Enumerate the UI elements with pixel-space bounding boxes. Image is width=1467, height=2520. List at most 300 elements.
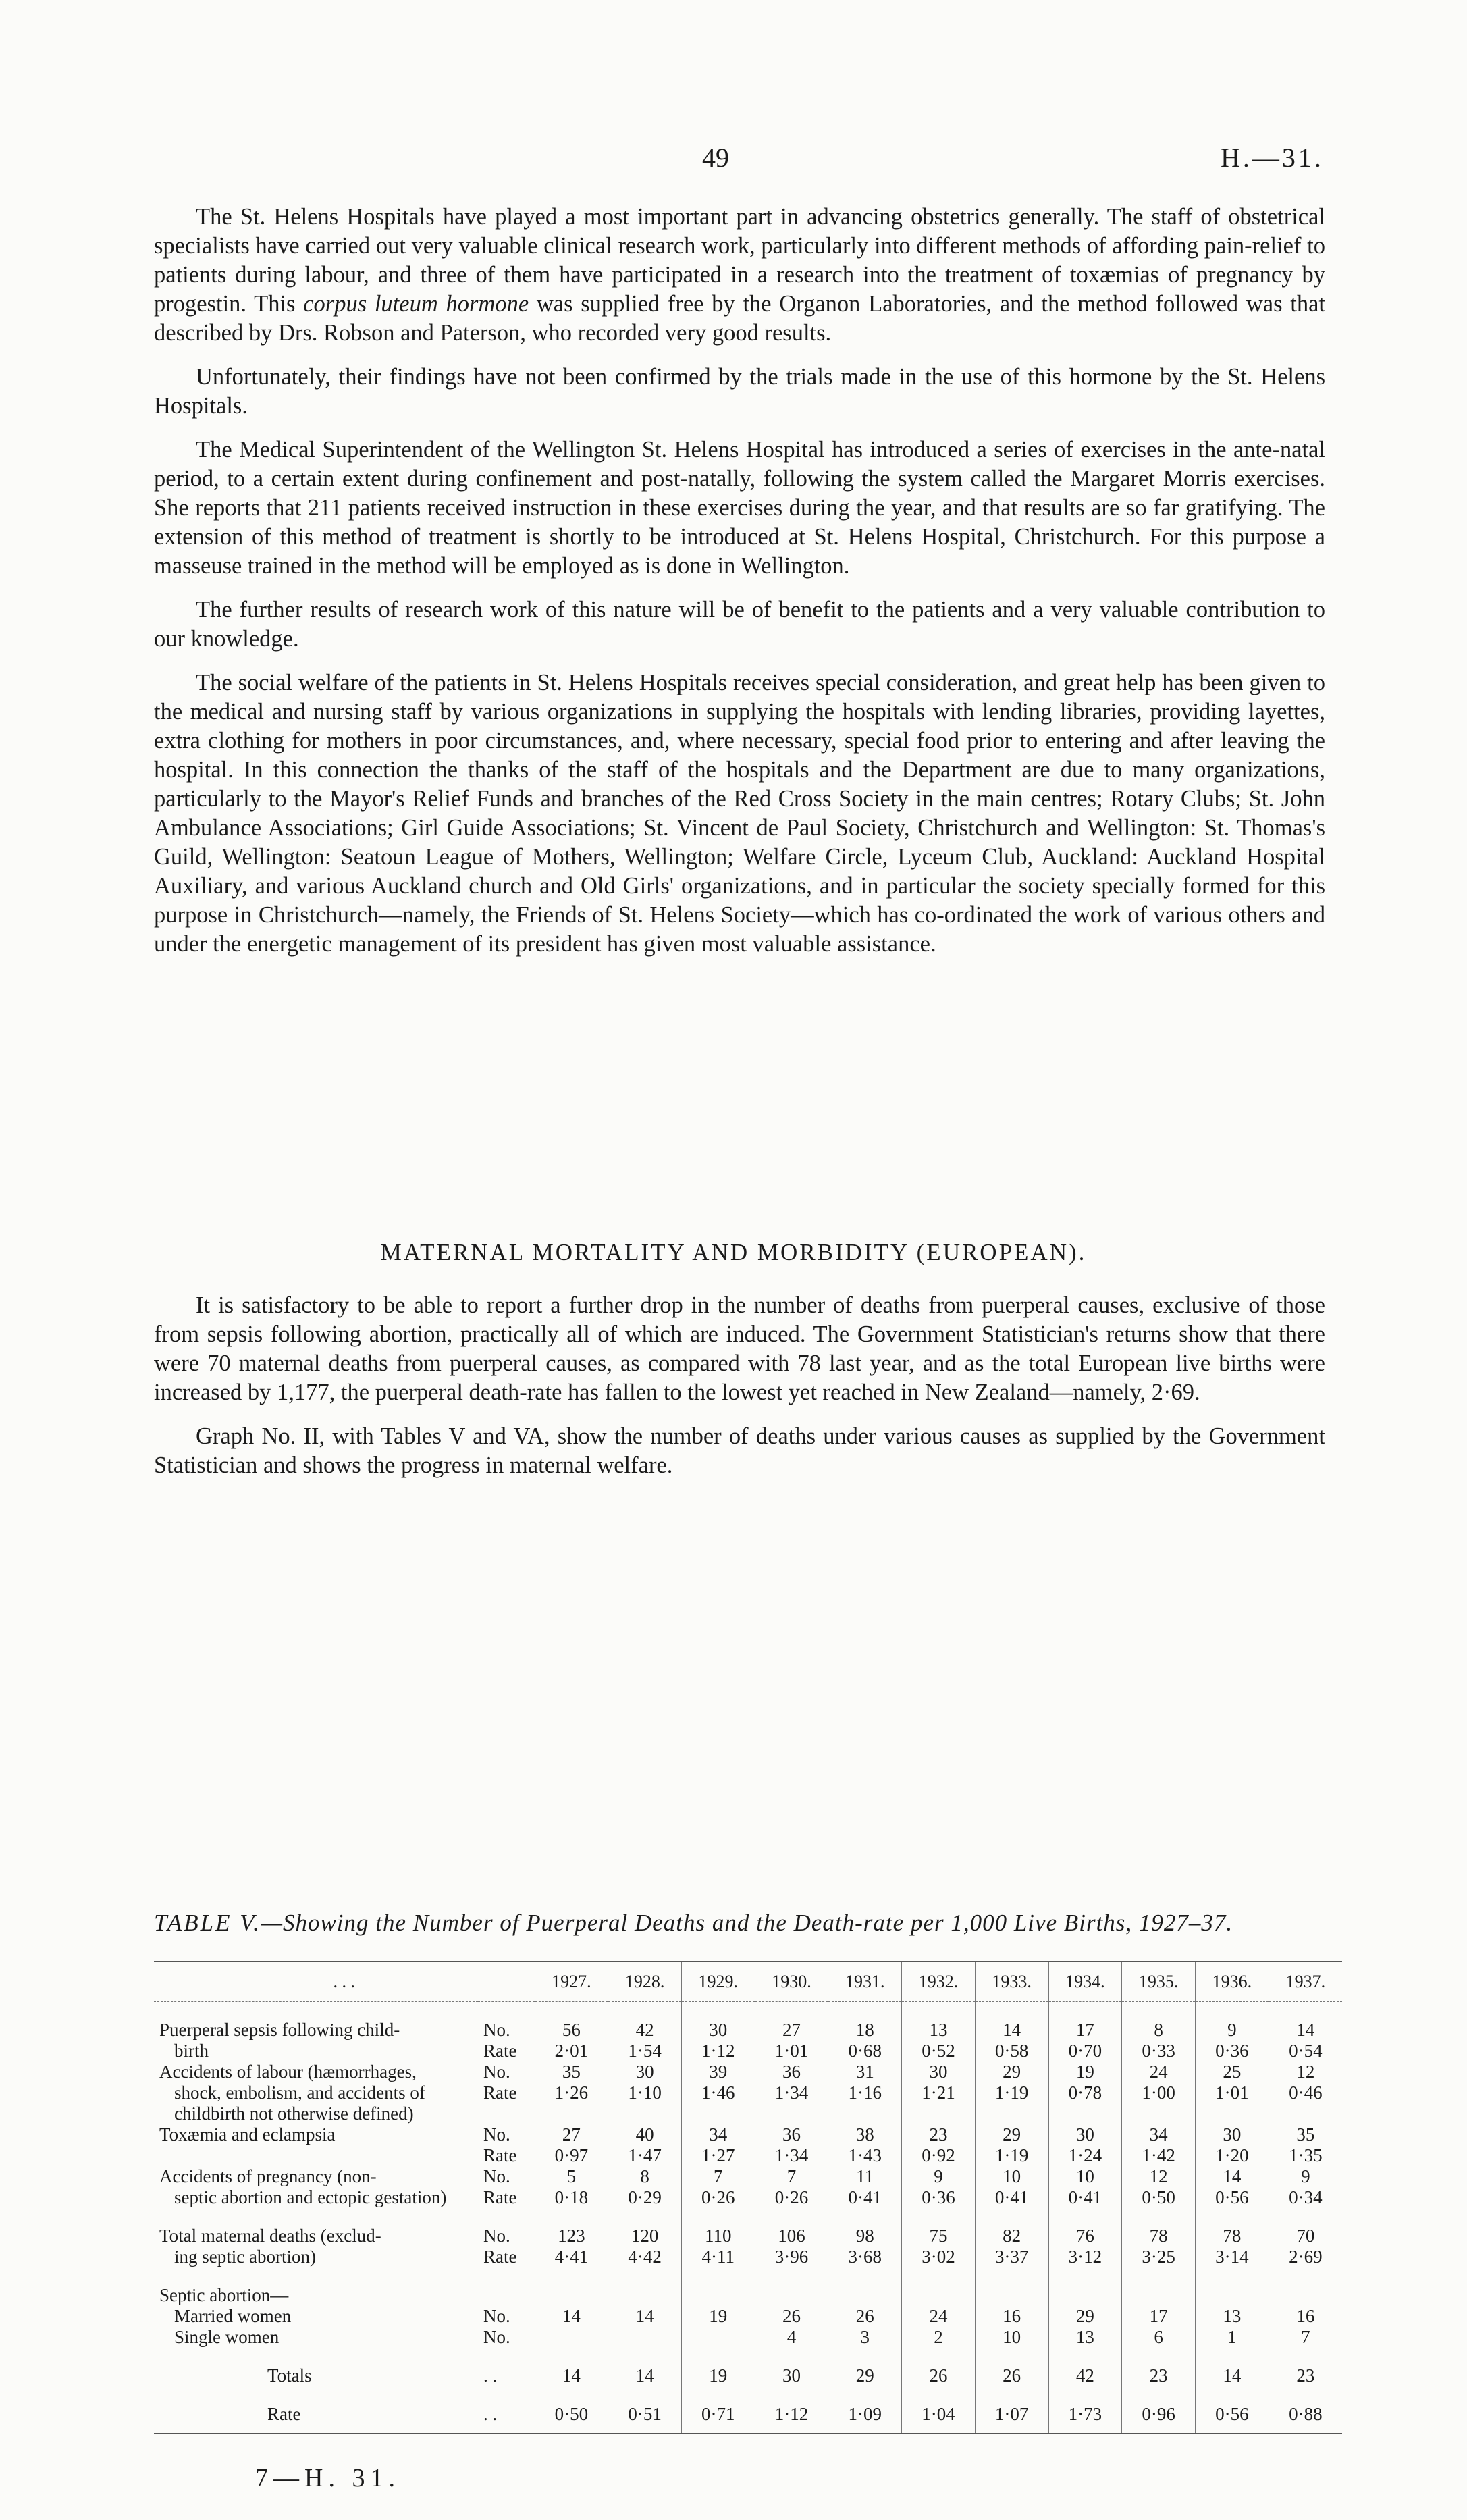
value-cell: 1·19 [975,2082,1048,2124]
totals-row [154,2365,1342,2386]
value-cell: 23 [1269,2365,1342,2386]
value-cell: 19 [681,2365,755,2386]
value-cell: 4·41 [535,2247,608,2267]
year-header: 1936. [1195,1962,1269,2002]
row-label-text: Single women [174,2327,279,2347]
value-cell: 3·25 [1122,2247,1196,2267]
value-cell: 8 [1122,2020,1196,2041]
value-cell: 1·26 [535,2082,608,2124]
table-row [154,2041,1342,2062]
value-cell: 29 [828,2365,902,2386]
paragraph: Graph No. II, with Tables V and VA, show the number of deaths under various causes as supplied by the Government Statistician and shows the progress in maternal welfare. [154,1423,1325,1478]
value-cell: 106 [755,2226,828,2247]
value-cell: 0·51 [608,2404,682,2434]
value-cell: 3 [828,2327,902,2348]
spacer-cell [1048,2002,1122,2020]
row-label [154,2365,478,2386]
row-label [154,2166,478,2187]
value-cell: 1·42 [1122,2145,1196,2166]
value-cell: 40 [608,2124,682,2145]
value-cell: 0·71 [681,2404,755,2434]
row-label [154,2187,478,2208]
spacer-cell [535,2208,608,2226]
row-label-text: Puerperal sepsis following child- [159,2020,400,2040]
value-cell: 0·41 [975,2187,1048,2208]
value-cell: 24 [902,2306,976,2327]
spacer-cell [902,2348,976,2365]
spacer-cell [681,2002,755,2020]
table-row [154,2082,1342,2124]
spacer-cell [154,2348,535,2365]
value-cell: 2 [902,2327,976,2348]
value-cell: 26 [975,2365,1048,2386]
spacer-cell [608,2285,682,2306]
spacer-cell [154,2208,535,2226]
spacer-cell [828,2002,902,2020]
spacer-cell [1195,2208,1269,2226]
spacer-cell [681,2208,755,2226]
value-cell: 30 [755,2365,828,2386]
spacer-cell [755,2348,828,2365]
value-cell: 36 [755,2062,828,2082]
value-cell: 0·96 [1122,2404,1196,2434]
value-cell: 5 [535,2166,608,2187]
table-id: TABLE V. [154,1910,261,1936]
spacer-row [154,2002,1342,2020]
septic-heading: Septic abortion— [159,2285,289,2305]
spacer-cell [608,2386,682,2404]
value-cell: 10 [1048,2166,1122,2187]
value-cell: 18 [828,2020,902,2041]
value-cell: 23 [1122,2365,1196,2386]
value-cell: 14 [608,2365,682,2386]
row-label-text: Married women [174,2306,292,2326]
spacer-cell [1048,2208,1122,2226]
spacer-row [154,2208,1342,2226]
value-cell: 0·26 [681,2187,755,2208]
row-unit: Rate [483,2041,517,2061]
row-label [154,2145,478,2166]
value-cell: 78 [1122,2226,1196,2247]
row-label [154,2020,478,2041]
value-cell: 10 [975,2166,1048,2187]
value-cell: 0·41 [828,2187,902,2208]
rate-row [154,2404,1342,2434]
spacer-cell [535,2348,608,2365]
value-cell: 3·37 [975,2247,1048,2267]
value-cell: 1·46 [681,2082,755,2124]
value-cell: 1·07 [975,2404,1048,2434]
spacer-cell [535,2267,608,2285]
value-cell: 29 [975,2062,1048,2082]
value-cell: 0·26 [755,2187,828,2208]
value-cell: 0·29 [608,2187,682,2208]
value-cell: 4·11 [681,2247,755,2267]
spacer-cell [1269,2285,1342,2306]
value-cell: 19 [1048,2062,1122,2082]
value-cell: 9 [1269,2166,1342,2187]
spacer-cell [1269,2208,1342,2226]
value-cell: 26 [755,2306,828,2327]
value-cell: 1·27 [681,2145,755,2166]
spacer-cell [608,2208,682,2226]
row-label [154,2404,478,2434]
value-cell: 38 [828,2124,902,2145]
spacer-cell [975,2285,1048,2306]
spacer-cell [828,2386,902,2404]
row-unit: Rate [483,2247,517,2267]
value-cell: 3·68 [828,2247,902,2267]
spacer-cell [1122,2348,1196,2365]
spacer-row [154,2348,1342,2365]
body-text [154,203,1325,974]
value-cell [608,2327,682,2348]
value-cell: 2·69 [1269,2247,1342,2267]
value-cell: 1·12 [755,2404,828,2434]
spacer-cell [975,2208,1048,2226]
value-cell: 24 [1122,2062,1196,2082]
year-header: 1927. [535,1962,608,2002]
value-cell: 8 [608,2166,682,2187]
spacer-cell [975,2386,1048,2404]
spacer-cell [1269,2386,1342,2404]
value-cell: 0·18 [535,2187,608,2208]
row-label-text: Rate [267,2404,301,2424]
value-cell: 13 [1048,2327,1122,2348]
spacer-cell [902,2208,976,2226]
row-label [154,2124,478,2145]
value-cell: 1·47 [608,2145,682,2166]
row-label-continuation: septic abortion and ectopic gestation) [174,2187,447,2207]
row-label-continuation: shock, embolism, and accidents of childbirth not otherwise defined) [174,2082,425,2124]
row-dots: . . [478,2404,535,2434]
value-cell: 14 [535,2365,608,2386]
spacer-cell [154,2386,535,2404]
value-cell: 0·88 [1269,2404,1342,2434]
value-cell: 1·10 [608,2082,682,2124]
value-cell [681,2327,755,2348]
row-label [154,2306,478,2327]
value-cell: 0·36 [902,2187,976,2208]
value-cell: 1·01 [1195,2082,1269,2124]
spacer-cell [681,2285,755,2306]
spacer-cell [535,2285,608,2306]
value-cell: 30 [1048,2124,1122,2145]
value-cell: 36 [755,2124,828,2145]
value-cell: 7 [1269,2327,1342,2348]
value-cell: 3·96 [755,2247,828,2267]
value-cell: 19 [681,2306,755,2327]
value-cell: 1·34 [755,2082,828,2124]
value-cell: 1·12 [681,2041,755,2062]
corner-cell: . . . [154,1962,535,2002]
spacer-cell [902,2002,976,2020]
section-heading: MATERNAL MORTALITY AND MORBIDITY (EUROPEAN). [380,1239,1087,1265]
year-header: 1935. [1122,1962,1196,2002]
value-cell: 9 [902,2166,976,2187]
value-cell: 1·54 [608,2041,682,2062]
spacer-cell [975,2267,1048,2285]
spacer-cell [154,2267,535,2285]
value-cell: 123 [535,2226,608,2247]
value-cell: 13 [902,2020,976,2041]
value-cell: 78 [1195,2226,1269,2247]
page-signature: 7—H. 31. [255,2464,400,2492]
row-label-text: Accidents of labour (hæmorrhages, [159,2062,417,2082]
value-cell: 34 [1122,2124,1196,2145]
spacer-row [154,2267,1342,2285]
table-row [154,2247,1342,2267]
value-cell: 25 [1195,2062,1269,2082]
table-caption-text: —Showing the Number of Puerperal Deaths and the Death-rate per 1,000 Live Births, 1927–37. [261,1910,1233,1936]
value-cell: 11 [828,2166,902,2187]
value-cell: 0·56 [1195,2187,1269,2208]
value-cell: 17 [1122,2306,1196,2327]
row-unit: Rate [483,2187,517,2207]
value-cell: 13 [1195,2306,1269,2327]
value-cell: 0·70 [1048,2041,1122,2062]
value-cell: 2·01 [535,2041,608,2062]
spacer-cell [608,2348,682,2365]
table-row [154,2020,1342,2041]
row-label [154,2327,478,2348]
row-label-continuation: birth [174,2041,209,2061]
paragraph: The social welfare of the patients in St. Helens Hospitals receives special consideration, and great help has been given to the medical and nursing staff by various organizations in supplying the hospitals with lending libraries, providing layettes, extra clothing for mothers in poor circumstances, and, where necessary, special food prior to entering and after leaving the hospital. In this connection the thanks of the staff of the hospitals and the Department are due to many organizations, particularly to the Mayor's Relief Funds and branches of the Red Cross Society in the main centres; Rotary Clubs; St. John Ambulance Associations; Girl Guide Associations; St. Vincent de Paul Society, Christchurch and Wellington: St. Thomas's Guild, Wellington: Seatoun League of Mothers, Wellington; Welfare Circle, Lyceum Club, Auckland: Auckland Hospital Auxiliary, and various Auckland church and Old Girls' organizations, and in particular the society specially formed for this purpose in Christchurch—namely, the Friends of St. Helens Society—which has co-ordinated the work of various others and under the energetic management of its president has given most valuable assistance. [154,670,1325,957]
row-unit: No. [483,2020,510,2040]
spacer-cell [1195,2348,1269,2365]
year-header: 1932. [902,1962,976,2002]
spacer-cell [828,2267,902,2285]
value-cell [535,2327,608,2348]
row-unit: No. [483,2062,510,2082]
value-cell: 30 [681,2020,755,2041]
value-cell: 0·54 [1269,2041,1342,2062]
value-cell: 12 [1269,2062,1342,2082]
row-label [154,2062,478,2082]
value-cell: 1·73 [1048,2404,1122,2434]
septic-heading-row [154,2285,1342,2306]
spacer-cell [681,2267,755,2285]
value-cell: 16 [1269,2306,1342,2327]
spacer-cell [608,2267,682,2285]
spacer-cell [755,2285,828,2306]
spacer-cell [535,2002,608,2020]
value-cell: 1·09 [828,2404,902,2434]
value-cell: 14 [1269,2020,1342,2041]
spacer-cell [902,2285,976,2306]
spacer-cell [1269,2267,1342,2285]
value-cell: 0·33 [1122,2041,1196,2062]
value-cell: 0·97 [535,2145,608,2166]
value-cell: 29 [975,2124,1048,2145]
row-label-text: Totals [267,2365,312,2386]
value-cell: 14 [1195,2365,1269,2386]
value-cell: 31 [828,2062,902,2082]
table-header-row [154,1962,1342,2002]
spacer-cell [755,2267,828,2285]
spacer-cell [902,2267,976,2285]
spacer-cell [1195,2285,1269,2306]
row-unit: No. [483,2124,510,2145]
spacer-cell [755,2208,828,2226]
value-cell: 17 [1048,2020,1122,2041]
spacer-cell [1122,2002,1196,2020]
spacer-cell [1122,2285,1196,2306]
value-cell: 0·78 [1048,2082,1122,2124]
value-cell: 29 [1048,2306,1122,2327]
spacer-cell [1195,2002,1269,2020]
value-cell: 0·68 [828,2041,902,2062]
value-cell: 1·16 [828,2082,902,2124]
value-cell: 35 [535,2062,608,2082]
value-cell: 23 [902,2124,976,2145]
value-cell: 14 [1195,2166,1269,2187]
row-label [154,2247,478,2267]
spacer-cell [1048,2348,1122,2365]
value-cell: 7 [681,2166,755,2187]
value-cell: 4 [755,2327,828,2348]
value-cell: 3·12 [1048,2247,1122,2267]
spacer-cell [755,2386,828,2404]
value-cell: 9 [1195,2020,1269,2041]
value-cell: 3·14 [1195,2247,1269,2267]
value-cell: 76 [1048,2226,1122,2247]
table-row [154,2226,1342,2247]
row-unit: No. [483,2327,510,2347]
septic-row [154,2327,1342,2348]
spacer-cell [1048,2285,1122,2306]
value-cell: 34 [681,2124,755,2145]
row-label [154,2226,478,2247]
paragraph: It is satisfactory to be able to report a further drop in the number of deaths from puerperal causes, exclusive of those from sepsis following abortion, practically all of which are induced. The Government Statistician's returns show that there were 70 maternal deaths from puerperal causes, as compared with 78 last year, and as the total European live births were increased by 1,177, the puerperal death-rate has fallen to the lowest yet reached in New Zealand—namely, 2·69. [154,1292,1325,1405]
year-header: 1937. [1269,1962,1342,2002]
year-header: 1928. [608,1962,682,2002]
spacer-cell [1048,2267,1122,2285]
value-cell: 30 [608,2062,682,2082]
table-row [154,2145,1342,2166]
value-cell: 1·43 [828,2145,902,2166]
spacer-cell [975,2002,1048,2020]
value-cell: 26 [828,2306,902,2327]
value-cell: 1·21 [902,2082,976,2124]
value-cell: 1·35 [1269,2145,1342,2166]
value-cell: 26 [902,2365,976,2386]
value-cell: 4·42 [608,2247,682,2267]
value-cell: 0·41 [1048,2187,1122,2208]
spacer-cell [1195,2386,1269,2404]
table-row [154,2124,1342,2145]
value-cell: 27 [755,2020,828,2041]
value-cell: 1·24 [1048,2145,1122,2166]
value-cell: 1·20 [1195,2145,1269,2166]
year-header: 1930. [755,1962,828,2002]
value-cell: 1·04 [902,2404,976,2434]
spacer-cell [1195,2267,1269,2285]
septic-row [154,2306,1342,2327]
spacer-cell [154,2002,535,2020]
year-header: 1929. [681,1962,755,2002]
value-cell: 42 [608,2020,682,2041]
value-cell: 70 [1269,2226,1342,2247]
value-cell: 0·56 [1195,2404,1269,2434]
row-dots: . . [483,2365,498,2386]
spacer-cell [828,2348,902,2365]
row-label-text: Toxæmia and eclampsia [159,2124,336,2145]
spacer-cell [902,2386,976,2404]
table-row [154,2062,1342,2082]
value-cell: 30 [902,2062,976,2082]
spacer-cell [681,2348,755,2365]
value-cell: 0·92 [902,2145,976,2166]
value-cell: 0·58 [975,2041,1048,2062]
spacer-cell [755,2002,828,2020]
value-cell: 1·34 [755,2145,828,2166]
row-label [154,2082,478,2124]
value-cell: 98 [828,2226,902,2247]
row-unit: No. [483,2166,510,2186]
value-cell: 42 [1048,2365,1122,2386]
year-header: 1934. [1048,1962,1122,2002]
spacer-cell [1269,2348,1342,2365]
value-cell: 0·36 [1195,2041,1269,2062]
row-label [154,2041,478,2062]
section-text [154,1291,1325,1495]
value-cell: 16 [975,2306,1048,2327]
value-cell: 6 [1122,2327,1196,2348]
value-cell: 1·00 [1122,2082,1196,2124]
value-cell: 27 [535,2124,608,2145]
value-cell: 1·01 [755,2041,828,2062]
spacer-cell [608,2002,682,2020]
paragraph: Unfortunately, their findings have not been confirmed by the trials made in the use of this hormone by the St. Helens Hospitals. [154,364,1325,419]
value-cell: 14 [608,2306,682,2327]
spacer-cell [1122,2267,1196,2285]
row-label-continuation: ing septic abortion) [174,2247,316,2267]
value-cell: 75 [902,2226,976,2247]
paragraph: The St. Helens Hospitals have played a most important part in advancing obstetrics generally. The staff of obstetrical specialists have carried out very valuable clinical research work, particularly into different methods of affording pain-relief to patients during labour, and three of them have participated in a research into the treatment of toxæmias of pregnancy by progestin. This corpus luteum hormone was supplied free by the Organon Laboratories, and the method followed was that described by Drs. Robson and Paterson, who recorded very good results. [154,204,1325,346]
value-cell: 56 [535,2020,608,2041]
value-cell: 35 [1269,2124,1342,2145]
table-row [154,2166,1342,2187]
value-cell: 1 [1195,2327,1269,2348]
value-cell: 0·52 [902,2041,976,2062]
value-cell: 10 [975,2327,1048,2348]
table-caption [154,1910,1342,1937]
spacer-cell [1122,2386,1196,2404]
value-cell: 3·02 [902,2247,976,2267]
row-unit: No. [483,2306,510,2326]
row-label-text: Total maternal deaths (exclud- [159,2226,381,2246]
value-cell: 14 [975,2020,1048,2041]
maternal-deaths-table [154,1961,1342,2434]
value-cell: 0·34 [1269,2187,1342,2208]
italic-term: corpus luteum hormone [303,291,529,317]
value-cell: 110 [681,2226,755,2247]
page-number: 49 [702,142,729,173]
table-row [154,2187,1342,2208]
value-cell: 0·50 [535,2404,608,2434]
paragraph: The Medical Superintendent of the Wellington St. Helens Hospital has introduced a series of exercises in the ante-natal period, to a certain extent during confinement and post-natally, following the system called the Margaret Morris exercises. She reports that 211 patients received instruction in these exercises during the year, and that results are so far gratifying. The extension of this method of treatment is shortly to be introduced at St. Helens Hospital, Christchurch. For this purpose a masseuse trained in the method will be employed as is done in Wellington. [154,437,1325,579]
value-cell: 7 [755,2166,828,2187]
year-header: 1931. [828,1962,902,2002]
value-cell: 14 [535,2306,608,2327]
spacer-cell [1122,2208,1196,2226]
row-unit: No. [483,2226,510,2246]
spacer-cell [681,2386,755,2404]
value-cell: 120 [608,2226,682,2247]
page-header [0,142,1467,176]
spacer-cell [1048,2386,1122,2404]
